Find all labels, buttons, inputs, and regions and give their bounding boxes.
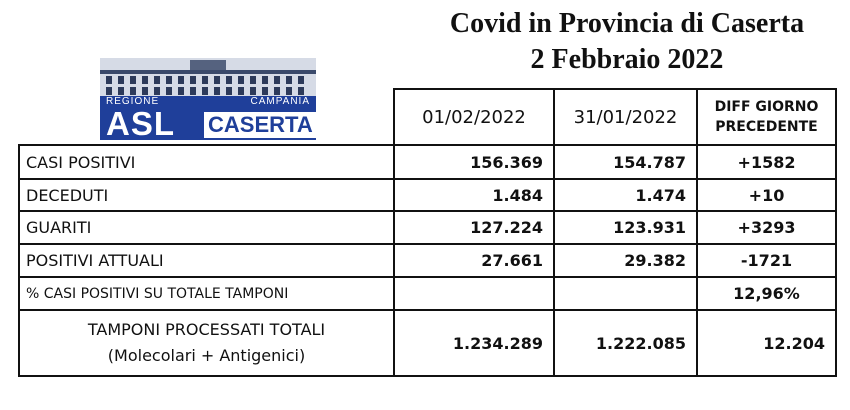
header-date-2: 31/01/2022 [573, 106, 678, 128]
row-label-positivi-attuali: POSITIVI ATTUALI [26, 251, 164, 270]
row-diff: +1582 [737, 152, 796, 172]
row-diff: -1721 [740, 251, 793, 270]
row-value: 29.382 [624, 251, 686, 270]
row-label-casi-positivi: CASI POSITIVI [26, 152, 136, 172]
grid-line [18, 375, 837, 377]
header-date-1: 01/02/2022 [422, 106, 526, 128]
tamponi-line-1: TAMPONI PROCESSATI TOTALI [87, 320, 326, 339]
header-diff-line-2: PRECEDENTE [715, 119, 818, 135]
header-diff [698, 90, 835, 144]
title-line-1: Covid in Provincia di Caserta [449, 8, 805, 39]
title-line-2: 2 Febbraio 2022 [530, 44, 724, 75]
row-diff: +10 [748, 185, 785, 205]
row-label-tamponi [20, 311, 393, 375]
row-diff: +3293 [737, 218, 796, 237]
row-value [555, 278, 696, 309]
row-label-deceduti: DECEDUTI [26, 185, 109, 205]
row-value [395, 278, 553, 309]
row-value: 156.369 [470, 152, 543, 172]
row-value: 1.474 [635, 185, 686, 205]
logo-region-right: CAMPANIA [250, 96, 310, 107]
header-diff-line-1: DIFF GIORNO [714, 99, 819, 115]
logo-region-left: REGIONE [106, 96, 160, 107]
row-label-percent-positivi: % CASI POSITIVI SU TOTALE TAMPONI [26, 285, 289, 302]
logo-caserta-text: CASERTA [204, 112, 317, 138]
row-value: 123.931 [613, 218, 686, 237]
row-value: 27.661 [481, 251, 543, 270]
row-diff: 12,96% [733, 284, 800, 303]
tamponi-diff: 12.204 [763, 333, 825, 353]
tamponi-line-2: (Molecolari + Antigenici) [107, 346, 306, 365]
row-value: 154.787 [613, 152, 686, 172]
row-label-guariti: GUARITI [26, 218, 92, 237]
grid-line [835, 88, 837, 377]
tamponi-value-2: 1.222.085 [595, 333, 686, 353]
row-value: 127.224 [470, 218, 543, 237]
logo-asl-text: ASL [106, 105, 175, 142]
row-value: 1.484 [492, 185, 543, 205]
tamponi-value-1: 1.234.289 [452, 333, 543, 353]
